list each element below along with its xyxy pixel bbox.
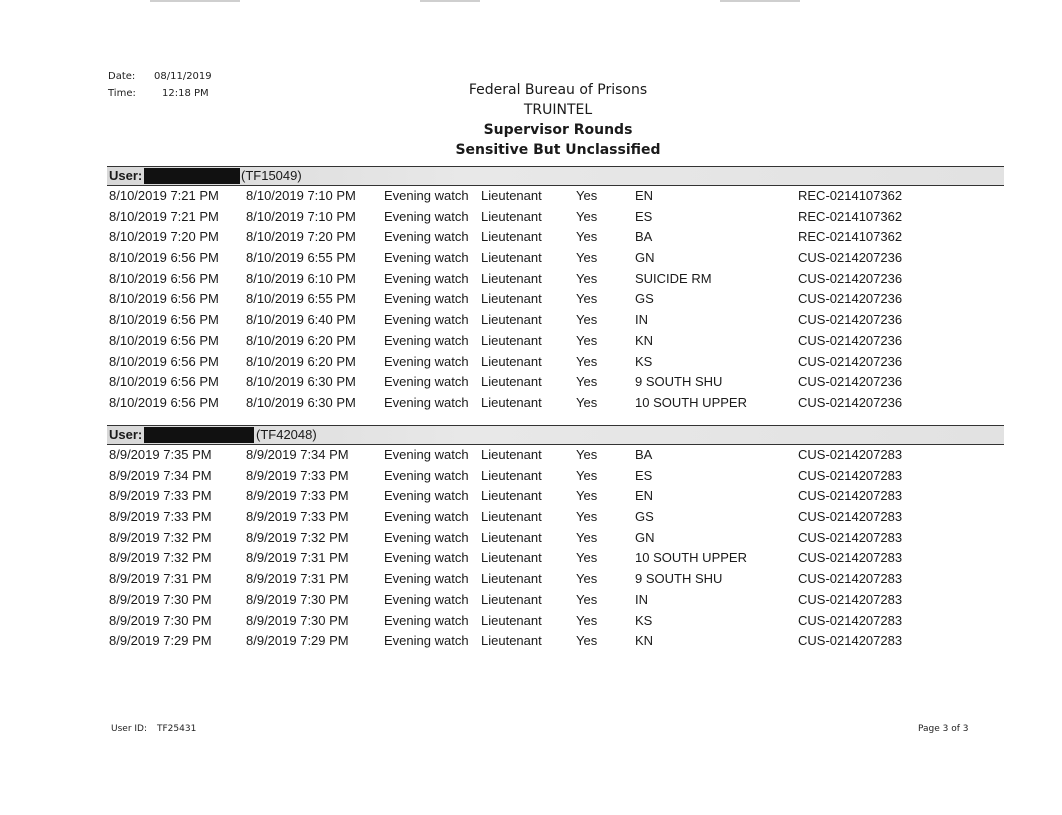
- area-cell: BA: [635, 229, 653, 245]
- tour-time-cell: 8/9/2019 7:31 PM: [246, 550, 349, 566]
- tour-time-cell: 8/9/2019 7:32 PM: [246, 529, 349, 545]
- record-id-cell: CUS-0214207283: [798, 550, 903, 566]
- tour-time-cell: 8/10/2019 6:10 PM: [246, 270, 356, 286]
- round-time-cell: 8/10/2019 6:56 PM: [109, 291, 219, 307]
- system-name: TRUINTEL: [523, 102, 593, 118]
- completed-cell: Yes: [576, 188, 598, 203]
- scan-artifact: [720, 0, 800, 2]
- table-row: [0, 631, 1062, 652]
- rank-cell: Lieutenant: [481, 188, 542, 203]
- rank-cell: Lieutenant: [481, 250, 542, 266]
- table-row: [0, 289, 1062, 310]
- tour-time-cell: 8/9/2019 7:34 PM: [246, 447, 349, 462]
- table-row: [0, 569, 1062, 590]
- round-time-cell: 8/9/2019 7:32 PM: [109, 529, 212, 545]
- shift-cell: Evening watch: [384, 208, 469, 224]
- rank-cell: Lieutenant: [481, 394, 542, 410]
- record-id-cell: CUS-0214207236: [798, 250, 903, 266]
- rank-cell: Lieutenant: [481, 270, 542, 286]
- tour-time-cell: 8/10/2019 6:20 PM: [246, 353, 356, 369]
- completed-cell: Yes: [576, 612, 598, 628]
- area-cell: GN: [635, 529, 655, 545]
- completed-cell: Yes: [576, 550, 598, 566]
- shift-cell: Evening watch: [384, 332, 469, 348]
- rank-cell: Lieutenant: [481, 332, 542, 348]
- record-id-cell: CUS-0214207283: [798, 612, 903, 628]
- page-number: Page 3 of 3: [918, 724, 969, 734]
- shift-cell: Evening watch: [384, 529, 469, 545]
- rank-cell: Lieutenant: [481, 374, 542, 390]
- shift-cell: Evening watch: [384, 394, 469, 410]
- agency-name: Federal Bureau of Prisons: [468, 82, 648, 98]
- shift-cell: Evening watch: [384, 312, 469, 328]
- completed-cell: Yes: [576, 250, 598, 266]
- tour-time-cell: 8/9/2019 7:31 PM: [246, 571, 349, 587]
- shift-cell: Evening watch: [384, 591, 469, 607]
- round-time-cell: 8/9/2019 7:32 PM: [109, 550, 212, 566]
- shift-cell: Evening watch: [384, 188, 469, 203]
- completed-cell: Yes: [576, 208, 598, 224]
- table-row: [0, 227, 1062, 248]
- record-id-cell: CUS-0214207236: [798, 374, 903, 390]
- round-time-cell: 8/10/2019 6:56 PM: [109, 250, 219, 266]
- time-label: Time:: [108, 88, 136, 99]
- rank-cell: Lieutenant: [481, 229, 542, 245]
- round-time-cell: 8/9/2019 7:35 PM: [109, 447, 212, 462]
- tour-time-cell: 8/9/2019 7:33 PM: [246, 509, 349, 525]
- rounds-table-2: [0, 445, 1062, 652]
- scan-artifact: [150, 0, 240, 2]
- round-time-cell: 8/9/2019 7:33 PM: [109, 509, 212, 525]
- shift-cell: Evening watch: [384, 550, 469, 566]
- record-id-cell: CUS-0214207236: [798, 291, 903, 307]
- shift-cell: Evening watch: [384, 633, 469, 649]
- round-time-cell: 8/10/2019 6:56 PM: [109, 270, 219, 286]
- table-row: [0, 207, 1062, 228]
- shift-cell: Evening watch: [384, 291, 469, 307]
- rank-cell: Lieutenant: [481, 467, 542, 483]
- area-cell: BA: [635, 447, 653, 462]
- round-time-cell: 8/10/2019 7:21 PM: [109, 208, 219, 224]
- completed-cell: Yes: [576, 529, 598, 545]
- completed-cell: Yes: [576, 394, 598, 410]
- area-cell: ES: [635, 208, 653, 224]
- classification: Sensitive But Unclassified: [455, 142, 661, 158]
- user-id: (TF42048): [256, 427, 317, 442]
- completed-cell: Yes: [576, 447, 598, 462]
- shift-cell: Evening watch: [384, 250, 469, 266]
- date-label: Date:: [108, 71, 136, 82]
- table-row: [0, 186, 1062, 207]
- shift-cell: Evening watch: [384, 353, 469, 369]
- record-id-cell: CUS-0214207283: [798, 591, 903, 607]
- area-cell: EN: [635, 188, 654, 203]
- area-cell: SUICIDE RM: [635, 270, 712, 286]
- rank-cell: Lieutenant: [481, 208, 542, 224]
- table-row: [0, 611, 1062, 632]
- tour-time-cell: 8/9/2019 7:33 PM: [246, 488, 349, 504]
- record-id-cell: CUS-0214207236: [798, 270, 903, 286]
- footer-user-id-label: User ID:: [111, 724, 147, 734]
- table-row: [0, 393, 1062, 414]
- record-id-cell: CUS-0214207236: [798, 353, 903, 369]
- record-id-cell: CUS-0214207283: [798, 447, 903, 462]
- table-row: [0, 507, 1062, 528]
- round-time-cell: 8/9/2019 7:29 PM: [109, 633, 212, 649]
- round-time-cell: 8/10/2019 7:20 PM: [109, 229, 219, 245]
- area-cell: GN: [635, 250, 655, 266]
- table-row: [0, 310, 1062, 331]
- rounds-table-1: [0, 186, 1062, 414]
- shift-cell: Evening watch: [384, 467, 469, 483]
- shift-cell: Evening watch: [384, 488, 469, 504]
- round-time-cell: 8/10/2019 6:56 PM: [109, 312, 219, 328]
- round-time-cell: 8/9/2019 7:34 PM: [109, 467, 212, 483]
- completed-cell: Yes: [576, 467, 598, 483]
- tour-time-cell: 8/9/2019 7:29 PM: [246, 633, 349, 649]
- tour-time-cell: 8/9/2019 7:30 PM: [246, 591, 349, 607]
- shift-cell: Evening watch: [384, 270, 469, 286]
- rank-cell: Lieutenant: [481, 529, 542, 545]
- rank-cell: Lieutenant: [481, 291, 542, 307]
- tour-time-cell: 8/10/2019 6:40 PM: [246, 312, 356, 328]
- completed-cell: Yes: [576, 509, 598, 525]
- completed-cell: Yes: [576, 571, 598, 587]
- record-id-cell: CUS-0214207283: [798, 633, 903, 649]
- tour-time-cell: 8/10/2019 6:55 PM: [246, 291, 356, 307]
- completed-cell: Yes: [576, 353, 598, 369]
- completed-cell: Yes: [576, 270, 598, 286]
- round-time-cell: 8/9/2019 7:33 PM: [109, 488, 212, 504]
- completed-cell: Yes: [576, 229, 598, 245]
- shift-cell: Evening watch: [384, 571, 469, 587]
- area-cell: 9 SOUTH SHU: [635, 571, 723, 587]
- report-title: [430, 80, 686, 160]
- completed-cell: Yes: [576, 488, 598, 504]
- round-time-cell: 8/9/2019 7:31 PM: [109, 571, 212, 587]
- tour-time-cell: 8/10/2019 6:20 PM: [246, 332, 356, 348]
- tour-time-cell: 8/9/2019 7:30 PM: [246, 612, 349, 628]
- record-id-cell: CUS-0214207283: [798, 529, 903, 545]
- rank-cell: Lieutenant: [481, 312, 542, 328]
- rank-cell: Lieutenant: [481, 447, 542, 462]
- round-time-cell: 8/9/2019 7:30 PM: [109, 612, 212, 628]
- area-cell: ES: [635, 467, 653, 483]
- table-row: [0, 445, 1062, 466]
- rank-cell: Lieutenant: [481, 488, 542, 504]
- area-cell: GS: [635, 509, 654, 525]
- round-time-cell: 8/10/2019 6:56 PM: [109, 353, 219, 369]
- report-name: Supervisor Rounds: [483, 122, 633, 138]
- area-cell: KS: [635, 353, 653, 369]
- user-label: User:: [109, 168, 143, 183]
- area-cell: 10 SOUTH UPPER: [635, 394, 747, 410]
- record-id-cell: REC-0214107362: [798, 208, 903, 224]
- area-cell: 10 SOUTH UPPER: [635, 550, 747, 566]
- round-time-cell: 8/10/2019 6:56 PM: [109, 374, 219, 390]
- area-cell: IN: [635, 312, 648, 328]
- rank-cell: Lieutenant: [481, 633, 542, 649]
- shift-cell: Evening watch: [384, 509, 469, 525]
- redaction-box: [144, 427, 254, 443]
- footer-user-id: TF25431: [157, 724, 197, 734]
- rank-cell: Lieutenant: [481, 353, 542, 369]
- round-time-cell: 8/10/2019 6:56 PM: [109, 394, 219, 410]
- table-row: [0, 372, 1062, 393]
- round-time-cell: 8/9/2019 7:30 PM: [109, 591, 212, 607]
- tour-time-cell: 8/10/2019 7:10 PM: [246, 188, 356, 203]
- date-value: 08/11/2019: [154, 71, 212, 82]
- area-cell: IN: [635, 591, 648, 607]
- record-id-cell: CUS-0214207283: [798, 509, 903, 525]
- tour-time-cell: 8/9/2019 7:33 PM: [246, 467, 349, 483]
- record-id-cell: CUS-0214207283: [798, 571, 903, 587]
- rank-cell: Lieutenant: [481, 571, 542, 587]
- area-cell: KN: [635, 633, 654, 649]
- area-cell: KN: [635, 332, 654, 348]
- completed-cell: Yes: [576, 291, 598, 307]
- record-id-cell: REC-0214107362: [798, 188, 903, 203]
- user-id: (TF15049): [241, 168, 302, 183]
- user-label: User:: [109, 427, 143, 442]
- round-time-cell: 8/10/2019 7:21 PM: [109, 188, 219, 203]
- record-id-cell: CUS-0214207283: [798, 467, 903, 483]
- record-id-cell: CUS-0214207236: [798, 394, 903, 410]
- area-cell: KS: [635, 612, 653, 628]
- completed-cell: Yes: [576, 591, 598, 607]
- tour-time-cell: 8/10/2019 6:55 PM: [246, 250, 356, 266]
- area-cell: 9 SOUTH SHU: [635, 374, 723, 390]
- tour-time-cell: 8/10/2019 6:30 PM: [246, 374, 356, 390]
- tour-time-cell: 8/10/2019 7:20 PM: [246, 229, 356, 245]
- table-row: [0, 331, 1062, 352]
- table-row: [0, 352, 1062, 373]
- user-header-1: [107, 166, 1004, 186]
- record-id-cell: CUS-0214207236: [798, 312, 903, 328]
- area-cell: GS: [635, 291, 654, 307]
- report-date: [108, 71, 212, 82]
- time-value: 12:18 PM: [162, 88, 209, 99]
- table-row: [0, 548, 1062, 569]
- shift-cell: Evening watch: [384, 612, 469, 628]
- redaction-box: [144, 168, 240, 184]
- completed-cell: Yes: [576, 312, 598, 328]
- completed-cell: Yes: [576, 374, 598, 390]
- tour-time-cell: 8/10/2019 7:10 PM: [246, 208, 356, 224]
- tour-time-cell: 8/10/2019 6:30 PM: [246, 394, 356, 410]
- table-row: [0, 269, 1062, 290]
- completed-cell: Yes: [576, 633, 598, 649]
- table-row: [0, 486, 1062, 507]
- footer-user: [111, 724, 196, 734]
- table-row: [0, 528, 1062, 549]
- table-row: [0, 590, 1062, 611]
- rank-cell: Lieutenant: [481, 509, 542, 525]
- record-id-cell: CUS-0214207283: [798, 488, 903, 504]
- table-row: [0, 248, 1062, 269]
- completed-cell: Yes: [576, 332, 598, 348]
- rank-cell: Lieutenant: [481, 591, 542, 607]
- shift-cell: Evening watch: [384, 229, 469, 245]
- round-time-cell: 8/10/2019 6:56 PM: [109, 332, 219, 348]
- table-row: [0, 466, 1062, 487]
- rank-cell: Lieutenant: [481, 612, 542, 628]
- shift-cell: Evening watch: [384, 447, 469, 462]
- record-id-cell: REC-0214107362: [798, 229, 903, 245]
- user-header-2: [107, 425, 1004, 445]
- report-time: [108, 88, 209, 99]
- rank-cell: Lieutenant: [481, 550, 542, 566]
- shift-cell: Evening watch: [384, 374, 469, 390]
- record-id-cell: CUS-0214207236: [798, 332, 903, 348]
- area-cell: EN: [635, 488, 654, 504]
- scan-artifact: [420, 0, 480, 2]
